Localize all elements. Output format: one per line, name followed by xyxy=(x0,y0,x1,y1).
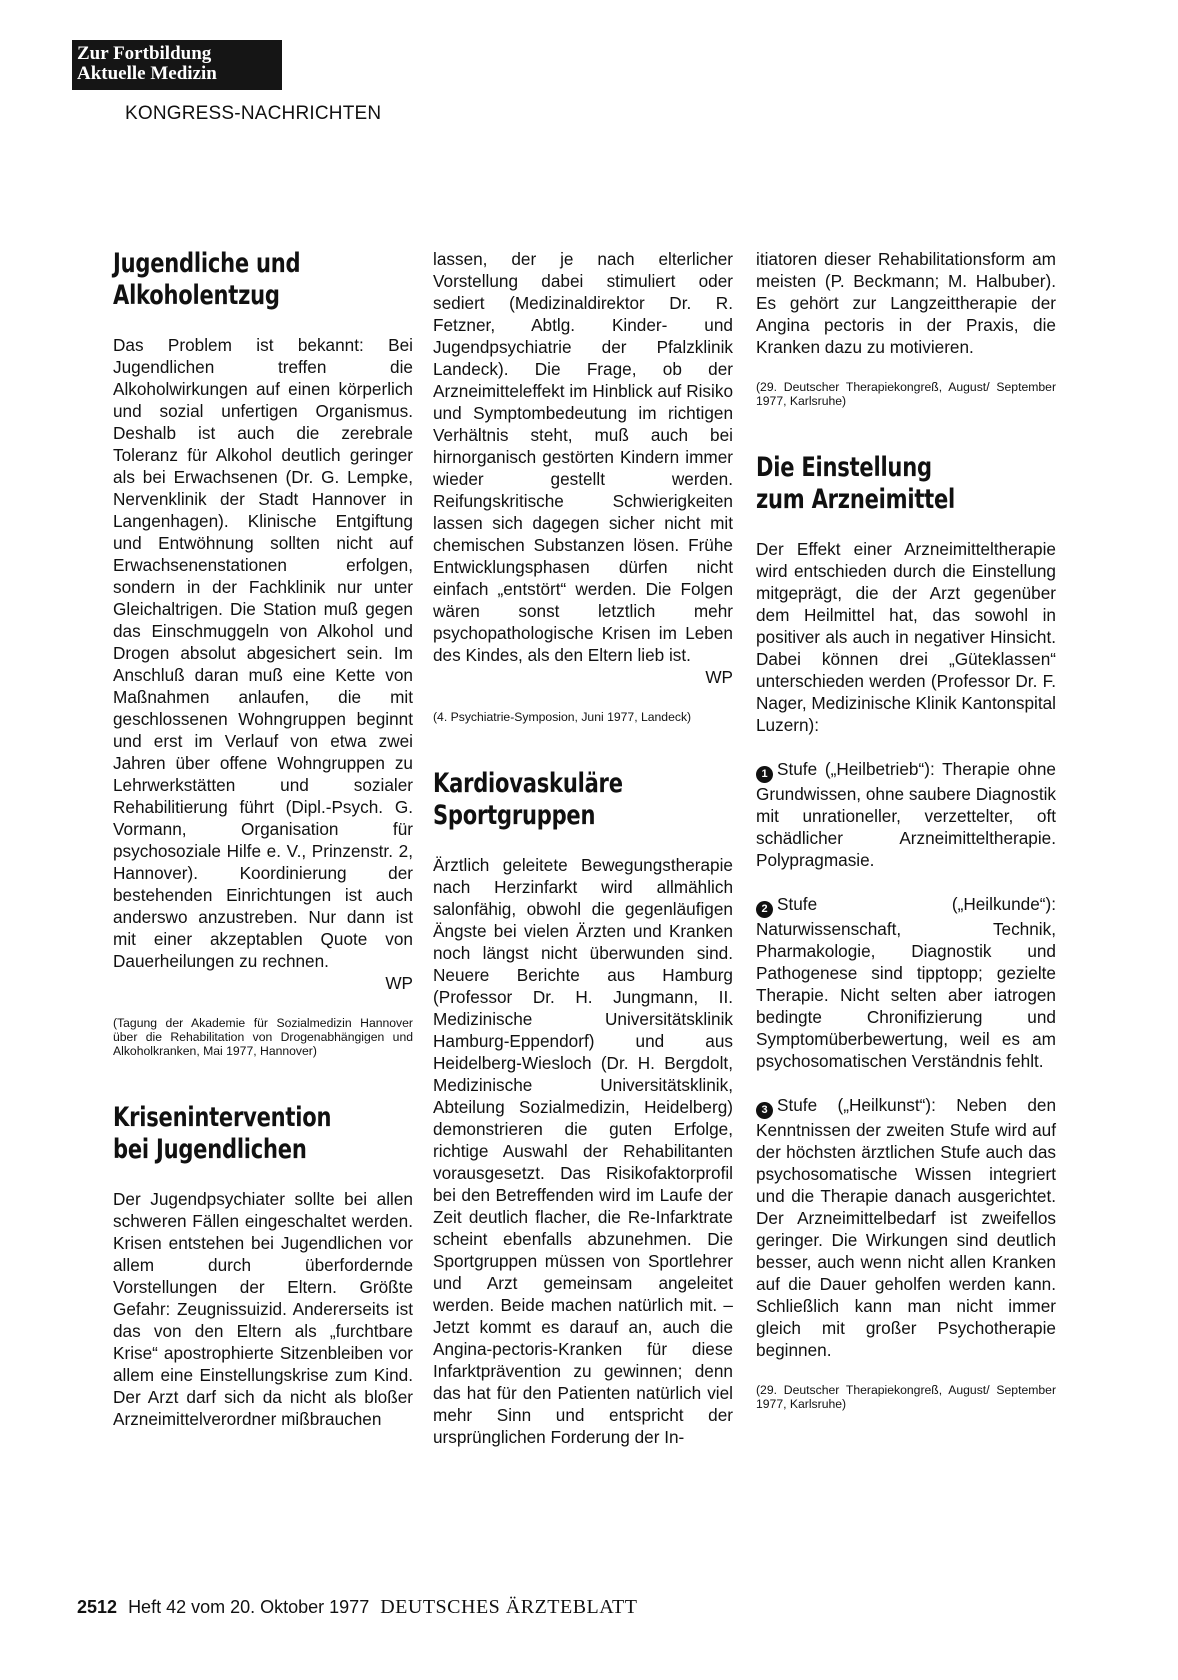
journal-name: DEUTSCHES ÄRZTEBLATT xyxy=(380,1596,638,1618)
stage-2-text: Stufe („Heilkunde“): Naturwissenschaft, Technik, Pharmakologie, Diagnostik und Pathogenese sind tipptopp; gezielte Therapie. Nicht selten aber iatrogen bedingte Chronifizierung und Symptomüberbewertung, weil es am psychosomatischen Verständnis fehlt. xyxy=(756,894,1056,1071)
article-4-title xyxy=(756,452,1060,516)
article-2-text-continued: lassen, der je nach elterlicher Vorstellung dabei stimuliert oder sediert (Medizinaldirektor Dr. R. Fetzner, Abtlg. Kinder- und Jugendpsychiatrie der Pfalzklinik Landeck). Die Frage, ob der Arzneimitteleffekt im Hinblick auf Risiko und Symptombedeutung im richtigen Verhältnis steht, muß auch bei hirnorganisch gestörten Kindern immer wieder gestellt werden. Reifungskritische Schwierigkeiten lassen sich dagegen sicher nicht mit chemischen Substanzen lösen. Frühe Entwicklungsphasen dürfen nicht einfach „entstört“ werden. Die Folgen wären sonst letztlich mehr psychopathologische Krisen im Leben des Kindes, als den Eltern lieb ist. xyxy=(433,249,733,665)
article-4-intro: Der Effekt einer Arzneimitteltherapie wird entschieden durch die Einstellung mitgeprägt, die der Arzt gegenüber dem Heilmittel hat, das sowohl in positiver als auch in negativer Hinsicht. Dabei können drei „Güteklassen“ unterschieden werden (Professor Dr. F. Nager, Medizinische Klinik Kantonspital Luzern): xyxy=(756,539,1056,735)
column-2 xyxy=(433,248,733,1448)
page-footer xyxy=(77,1596,637,1619)
stage-3 xyxy=(756,1094,1056,1361)
article-1-title xyxy=(113,248,417,312)
stage-1-text: Stufe („Heilbetrieb“): Therapie ohne Grundwissen, ohne saubere Diagnostik mit unrationeller, verzettelter, oft schädlicher Arzneimitteltherapie. Polypragmasie. xyxy=(756,759,1057,870)
article-2-body-part-1: Der Jugendpsychiater sollte bei allen schweren Fällen eingeschaltet werden. Krisen entstehen bei Jugendlichen vor allem durch überfordernde Vorstellungen der Eltern. Größte Gefahr: Zeugnissuizid. Andererseits ist das von den Eltern als „furchtbare Krise“ apostrophierte Sitzenbleiben vor allem eine Einstellungskrise zum Kind. Der Arzt darf sich da nicht als bloßer Arzneimittelverordner mißbrauchen xyxy=(113,1189,413,1429)
article-2-signature: WP xyxy=(705,667,733,687)
stage-3-text: Stufe („Heilkunst“): Neben den Kenntnissen der zweiten Stufe wird auf der höchsten ärztlichen Stufe auch das psychosomatische Wissen integriert und die Therapie danach ausgerichtet. Der Arzneimittelbedarf ist zweifellos geringer. Die Wirkungen sind deutlich besser, auch wenn nicht allen Kranken auf die Dauer geholfen werden kann. Schließlich kann man nicht immer gleich mit großer Psychotherapie beginnen. xyxy=(756,1095,1056,1360)
article-1-title-line-2: Alkoholentzug xyxy=(113,280,280,311)
article-3-source: (29. Deutscher Therapiekongreß, August/ September 1977, Karlsruhe) xyxy=(756,380,1056,408)
article-2-title xyxy=(113,1102,417,1166)
article-2-title-line-1: Krisenintervention xyxy=(113,1102,332,1133)
article-3-title xyxy=(433,768,737,832)
article-4-title-line-1: Die Einstellung xyxy=(756,452,932,483)
article-1-body xyxy=(113,334,413,994)
stage-3-number-icon: 3 xyxy=(756,1102,773,1119)
article-4-title-line-2: zum Arzneimittel xyxy=(756,484,956,515)
article-1-signature: WP xyxy=(385,973,413,993)
article-3-title-line-2: Sportgruppen xyxy=(433,800,596,831)
stage-2-number-icon: 2 xyxy=(756,901,773,918)
badge-line-2: Aktuelle Medizin xyxy=(77,63,217,84)
stage-1 xyxy=(756,758,1056,871)
article-1-source: (Tagung der Akademie für Sozialmedizin Hannover über die Rehabilitation von Drogenabhängigen und Alkoholkranken, Mai 1977, Hannover) xyxy=(113,1016,413,1058)
article-1-text: Das Problem ist bekannt: Bei Jugendlichen treffen die Alkoholwirkungen auf einen körperlich und sozial unfertigen Organismus. Deshalb ist auch die zerebrale Toleranz für Alkohol deutlich geringer als bei Erwachsenen (Dr. G. Lempke, Nervenklinik der Stadt Hannover in Langenhagen). Klinische Entgiftung und Entwöhnung sollten nicht auf Erwachsenenstationen erfolgen, sondern in der Fachklinik nur unter Gleichaltrigen. Die Station muß gegen das Einschmuggeln von Alkohol und Drogen absolut abgesichert sein. Im Anschluß daran muß eine Kette von Maßnahmen anlaufen, die mit geschlossenen Wohngruppen beginnt und erst im Verlauf von etwa zwei Jahren über offene Wohngruppen zu Lehrwerkstätten und sozialer Rehabilitierung führt (Dipl.-Psych. G. Vormann, Organisation für psychosoziale Hilfe e. V., Prinzenstr. 2, Hannover). Koordinierung der bestehenden Einrichtungen ist auch anderswo anzustreben. Nur dann ist mit einer akzeptablen Quote von Dauerheilungen zu rechnen. xyxy=(113,335,413,971)
article-2-title-line-2: bei Jugendlichen xyxy=(113,1134,307,1165)
issue-info: Heft 42 vom 20. Oktober 1977 xyxy=(128,1597,370,1617)
article-2-body-part-2 xyxy=(433,248,733,688)
article-1-title-line-1: Jugendliche und xyxy=(113,248,301,279)
column-3 xyxy=(756,248,1056,1411)
section-heading: KONGRESS-NACHRICHTEN xyxy=(125,103,382,124)
page-number: 2512 xyxy=(77,1597,118,1617)
article-3-body-part-2: itiatoren dieser Rehabilitationsform am meisten (P. Beckmann; M. Halbuber). Es gehört zur Langzeittherapie der Angina pectoris in der Praxis, die Kranken dazu zu motivieren. xyxy=(756,249,1056,357)
stage-2 xyxy=(756,893,1056,1072)
category-badge xyxy=(72,40,282,90)
article-2-source: (4. Psychiatrie-Symposion, Juni 1977, Landeck) xyxy=(433,710,692,724)
stage-1-number-icon: 1 xyxy=(756,766,773,783)
column-1 xyxy=(113,248,413,1430)
article-3-body-part-1: Ärztlich geleitete Bewegungstherapie nach Herzinfarkt wird allmählich salonfähig, obwohl die gegenläufigen Ängste bei vielen Ärzten und Kranken noch längst nicht überwunden sind. Neuere Berichte aus Hamburg (Professor Dr. H. Jungmann, II. Medizinische Universitätsklinik Hamburg-Eppendorf) und aus Heidelberg-Wiesloch (Dr. H. Bergdolt, Medizinische Universitätsklinik, Abteilung Sozialmedizin, Heidelberg) demonstrieren die guten Erfolge, richtige Auswahl der Rehabilitanten vorausgesetzt. Das Risikofaktorprofil bei den Betreffenden wird im Laufe der Zeit deutlich flacher, die Re-Infarktrate scheint ebenfalls abzunehmen. Die Sportgruppen müssen von Sportlehrer und Arzt gemeinsam angeleitet werden. Beide machen natürlich mit. – Jetzt kommt es darauf an, auch die Angina-pectoris-Kranken für diese Infarktprävention zu gewinnen; denn das hat für den Patienten natürlich viel mehr Sinn und entspricht der ursprünglichen Forderung der In- xyxy=(433,855,733,1447)
article-4-source: (29. Deutscher Therapiekongreß, August/ September 1977, Karlsruhe) xyxy=(756,1383,1056,1411)
article-3-title-line-1: Kardiovaskuläre xyxy=(433,768,623,799)
badge-line-1: Zur Fortbildung xyxy=(77,43,212,64)
